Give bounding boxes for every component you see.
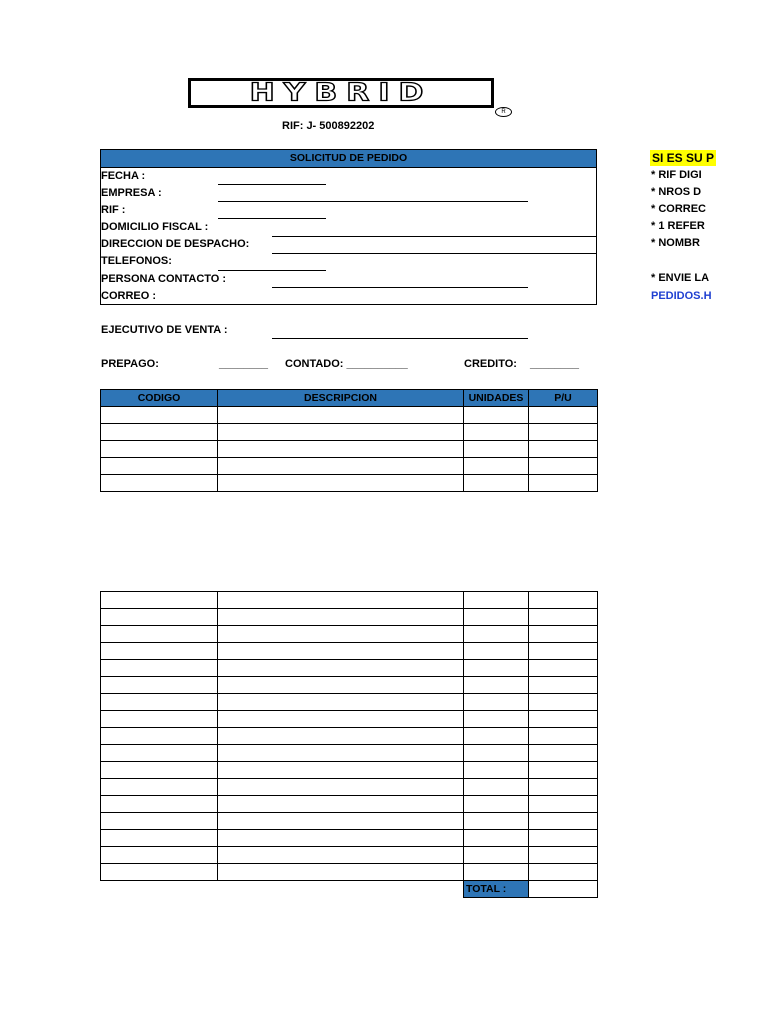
- label-credito: CREDITO:: [464, 358, 517, 370]
- cell-descripcion[interactable]: [218, 626, 464, 643]
- sidebar-item: * CORREC: [651, 203, 707, 215]
- cell-codigo[interactable]: [101, 796, 218, 813]
- cell-codigo[interactable]: [101, 762, 218, 779]
- field-ejecutivo[interactable]: [272, 338, 528, 339]
- cell-pu[interactable]: [529, 592, 598, 609]
- cell-descripcion[interactable]: [218, 643, 464, 660]
- cell-unidades[interactable]: [464, 407, 529, 424]
- brand-logo: [188, 78, 494, 108]
- blank-cell: [218, 881, 464, 898]
- cell-descripcion[interactable]: [218, 711, 464, 728]
- label-ejecutivo: EJECUTIVO DE VENTA :: [101, 324, 228, 336]
- table-row: [101, 779, 598, 796]
- field-contacto[interactable]: [272, 287, 528, 288]
- cell-codigo[interactable]: [101, 424, 218, 441]
- col-header-descripcion: DESCRIPCION: [218, 390, 464, 407]
- table-row: [101, 609, 598, 626]
- label-prepago: PREPAGO:: [101, 358, 159, 370]
- cell-codigo[interactable]: [101, 779, 218, 796]
- cell-descripcion[interactable]: [218, 745, 464, 762]
- cell-unidades[interactable]: [464, 830, 529, 847]
- sidebar-email-link[interactable]: PEDIDOS.H: [651, 290, 712, 302]
- label-fecha: FECHA :: [101, 170, 146, 182]
- cell-codigo[interactable]: [101, 626, 218, 643]
- table-row: [101, 475, 598, 492]
- cell-unidades[interactable]: [464, 441, 529, 458]
- cell-unidades[interactable]: [464, 424, 529, 441]
- cell-descripcion[interactable]: [218, 796, 464, 813]
- cell-codigo[interactable]: [101, 677, 218, 694]
- cell-pu[interactable]: [529, 728, 598, 745]
- table-row: [101, 592, 598, 609]
- table-row: [101, 424, 598, 441]
- label-direccion: DIRECCION DE DESPACHO:: [101, 238, 250, 250]
- table-row: [101, 762, 598, 779]
- cell-codigo[interactable]: [101, 643, 218, 660]
- field-direccion[interactable]: [272, 253, 597, 254]
- cell-pu[interactable]: [529, 475, 598, 492]
- cell-pu[interactable]: [529, 745, 598, 762]
- cell-codigo[interactable]: [101, 864, 218, 881]
- table-row: [101, 796, 598, 813]
- label-domicilio: DOMICILIO FISCAL :: [101, 221, 209, 233]
- cell-codigo[interactable]: [101, 475, 218, 492]
- cell-unidades[interactable]: [464, 728, 529, 745]
- cell-pu[interactable]: [529, 441, 598, 458]
- cell-unidades[interactable]: [464, 643, 529, 660]
- table-row: [101, 660, 598, 677]
- cell-pu[interactable]: [529, 762, 598, 779]
- cell-descripcion[interactable]: [218, 779, 464, 796]
- cell-descripcion[interactable]: [218, 728, 464, 745]
- label-correo: CORREO :: [101, 290, 156, 302]
- cell-descripcion[interactable]: [218, 813, 464, 830]
- cell-unidades[interactable]: [464, 745, 529, 762]
- cell-pu[interactable]: [529, 694, 598, 711]
- cell-pu[interactable]: [529, 609, 598, 626]
- cell-pu[interactable]: [529, 796, 598, 813]
- cell-descripcion[interactable]: [218, 847, 464, 864]
- cell-unidades[interactable]: [464, 677, 529, 694]
- cell-descripcion[interactable]: [218, 609, 464, 626]
- table-row: [101, 407, 598, 424]
- cell-unidades[interactable]: [464, 694, 529, 711]
- cell-codigo[interactable]: [101, 694, 218, 711]
- sidebar-item: * NOMBR: [651, 237, 700, 249]
- cell-descripcion[interactable]: [218, 677, 464, 694]
- table-row: [101, 711, 598, 728]
- cell-pu[interactable]: [529, 660, 598, 677]
- cell-unidades[interactable]: [464, 458, 529, 475]
- registered-mark-icon: R: [495, 107, 512, 117]
- table-row: [101, 441, 598, 458]
- cell-codigo[interactable]: [101, 609, 218, 626]
- cell-pu[interactable]: [529, 779, 598, 796]
- table-row: [101, 694, 598, 711]
- cell-descripcion[interactable]: [218, 475, 464, 492]
- label-contado[interactable]: CONTADO: __________: [285, 358, 408, 370]
- cell-pu[interactable]: [529, 407, 598, 424]
- cell-codigo[interactable]: [101, 830, 218, 847]
- table-row: [101, 626, 598, 643]
- table-row: [101, 643, 598, 660]
- cell-codigo[interactable]: [101, 847, 218, 864]
- cell-pu[interactable]: [529, 643, 598, 660]
- table-row: [101, 813, 598, 830]
- cell-codigo[interactable]: [101, 711, 218, 728]
- cell-descripcion[interactable]: [218, 830, 464, 847]
- items-table-continued: [100, 591, 598, 898]
- label-telefonos: TELEFONOS:: [101, 255, 172, 267]
- cell-descripcion[interactable]: [218, 424, 464, 441]
- cell-unidades[interactable]: [464, 796, 529, 813]
- cell-unidades[interactable]: [464, 711, 529, 728]
- table-row: [101, 677, 598, 694]
- form-title: SOLICITUD DE PEDIDO: [101, 150, 596, 168]
- cell-pu[interactable]: [529, 711, 598, 728]
- table-row: [101, 847, 598, 864]
- cell-unidades[interactable]: [464, 813, 529, 830]
- cell-pu[interactable]: [529, 424, 598, 441]
- cell-descripcion[interactable]: [218, 762, 464, 779]
- cell-pu[interactable]: [529, 847, 598, 864]
- col-header-pu: P/U: [529, 390, 598, 407]
- cell-unidades[interactable]: [464, 660, 529, 677]
- cell-pu[interactable]: [529, 677, 598, 694]
- cell-codigo[interactable]: [101, 745, 218, 762]
- cell-codigo[interactable]: [101, 660, 218, 677]
- sidebar-item: * NROS D: [651, 186, 702, 198]
- sidebar-note: * ENVIE LA: [651, 272, 710, 284]
- table-row: [101, 864, 598, 881]
- table-row: [101, 830, 598, 847]
- table-row: [101, 458, 598, 475]
- field-empresa[interactable]: [218, 201, 528, 202]
- field-credito[interactable]: ________: [530, 358, 579, 370]
- cell-unidades[interactable]: [464, 864, 529, 881]
- cell-unidades[interactable]: [464, 762, 529, 779]
- company-rif: RIF: J- 500892202: [282, 120, 375, 132]
- total-value[interactable]: [529, 881, 598, 898]
- cell-pu[interactable]: [529, 458, 598, 475]
- cell-codigo[interactable]: [101, 441, 218, 458]
- cell-descripcion[interactable]: [218, 407, 464, 424]
- cell-pu[interactable]: [529, 864, 598, 881]
- cell-codigo[interactable]: [101, 728, 218, 745]
- cell-unidades[interactable]: [464, 475, 529, 492]
- sidebar-item: * RIF DIGI: [651, 169, 702, 181]
- cell-codigo[interactable]: [101, 592, 218, 609]
- items-table: [100, 389, 598, 492]
- col-header-codigo: CODIGO: [101, 390, 218, 407]
- logo-text: HYBRID: [249, 78, 433, 107]
- field-telefonos[interactable]: [218, 270, 326, 271]
- cell-descripcion[interactable]: [218, 660, 464, 677]
- field-prepago[interactable]: ________: [219, 358, 268, 370]
- table-header-row: [101, 390, 598, 407]
- label-rif: RIF :: [101, 204, 126, 216]
- cell-pu[interactable]: [529, 626, 598, 643]
- label-empresa: EMPRESA :: [101, 187, 162, 199]
- cell-unidades[interactable]: [464, 609, 529, 626]
- cell-unidades[interactable]: [464, 779, 529, 796]
- cell-codigo[interactable]: [101, 458, 218, 475]
- cell-descripcion[interactable]: [218, 694, 464, 711]
- sidebar-title: SI ES SU P: [652, 151, 715, 165]
- table-row: [101, 745, 598, 762]
- sidebar-item: * 1 REFER: [651, 220, 705, 232]
- total-label: TOTAL :: [464, 881, 529, 898]
- cell-pu[interactable]: [529, 830, 598, 847]
- cell-unidades[interactable]: [464, 592, 529, 609]
- cell-unidades[interactable]: [464, 847, 529, 864]
- cell-descripcion[interactable]: [218, 441, 464, 458]
- cell-codigo[interactable]: [101, 407, 218, 424]
- cell-descripcion[interactable]: [218, 592, 464, 609]
- cell-unidades[interactable]: [464, 626, 529, 643]
- col-header-unidades: UNIDADES: [464, 390, 529, 407]
- blank-cell: [101, 881, 218, 898]
- cell-codigo[interactable]: [101, 813, 218, 830]
- total-row: [101, 881, 598, 898]
- field-domicilio[interactable]: [272, 236, 597, 237]
- table-row: [101, 728, 598, 745]
- cell-descripcion[interactable]: [218, 458, 464, 475]
- label-contacto: PERSONA CONTACTO :: [101, 273, 227, 285]
- field-rif[interactable]: [218, 218, 326, 219]
- cell-pu[interactable]: [529, 813, 598, 830]
- cell-descripcion[interactable]: [218, 864, 464, 881]
- field-fecha[interactable]: [218, 184, 326, 185]
